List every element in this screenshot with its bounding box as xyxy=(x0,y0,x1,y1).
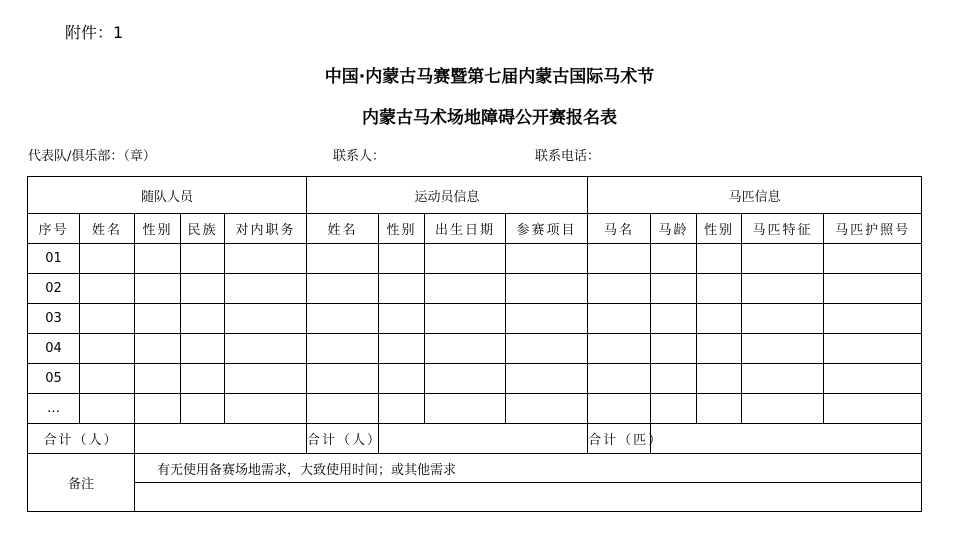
entry-cell-col-horse-features[interactable] xyxy=(742,394,824,424)
total-staff-value[interactable] xyxy=(135,424,307,454)
entry-cell-col-horse-name[interactable] xyxy=(588,304,651,334)
row-number: 05 xyxy=(28,364,80,394)
entry-cell-col-athlete-birthdate[interactable] xyxy=(425,304,506,334)
entry-cell-col-horse-features[interactable] xyxy=(742,244,824,274)
table-row xyxy=(28,364,922,394)
entry-cell-col-staff-ethnicity[interactable] xyxy=(181,304,225,334)
entry-cell-col-staff-ethnicity[interactable] xyxy=(181,244,225,274)
entry-cell-col-staff-ethnicity[interactable] xyxy=(181,274,225,304)
header-col-horse-age: 马龄 xyxy=(651,214,697,244)
total-horse-value[interactable] xyxy=(651,424,922,454)
entry-cell-col-horse-gender[interactable] xyxy=(697,394,742,424)
table-row xyxy=(28,304,922,334)
entry-cell-col-horse-gender[interactable] xyxy=(697,334,742,364)
entry-cell-col-staff-name[interactable] xyxy=(80,394,135,424)
attachment-label: 附件：1 xyxy=(65,23,124,42)
header-col-athlete-gender: 性别 xyxy=(379,214,425,244)
header-col-staff-role: 对内职务 xyxy=(225,214,307,244)
entry-cell-col-athlete-event[interactable] xyxy=(506,304,588,334)
header-col-athlete-name: 姓名 xyxy=(307,214,379,244)
header-col-staff-name: 姓名 xyxy=(80,214,135,244)
total-staff-label: 合计（人） xyxy=(28,424,135,454)
entry-cell-col-staff-gender[interactable] xyxy=(135,364,181,394)
remarks-entry-row xyxy=(28,483,922,512)
entry-cell-col-athlete-name[interactable] xyxy=(307,394,379,424)
entry-cell-col-athlete-name[interactable] xyxy=(307,274,379,304)
total-athlete-label: 合计（人） xyxy=(307,424,379,454)
entry-cell-col-horse-passport[interactable] xyxy=(824,394,922,424)
totals-row xyxy=(28,424,922,454)
column-header-row xyxy=(28,214,922,244)
entry-cell-col-horse-passport[interactable] xyxy=(824,304,922,334)
entry-cell-col-staff-name[interactable] xyxy=(80,304,135,334)
entry-cell-col-horse-gender[interactable] xyxy=(697,244,742,274)
entry-cell-col-athlete-birthdate[interactable] xyxy=(425,394,506,424)
header-col-horse-name: 马名 xyxy=(588,214,651,244)
entry-cell-col-athlete-gender[interactable] xyxy=(379,334,425,364)
header-col-horse-passport: 马匹护照号 xyxy=(824,214,922,244)
table-row xyxy=(28,394,922,424)
entry-cell-col-athlete-event[interactable] xyxy=(506,334,588,364)
row-number: 03 xyxy=(28,304,80,334)
header-col-staff-gender: 性别 xyxy=(135,214,181,244)
entry-cell-col-horse-age[interactable] xyxy=(651,274,697,304)
entry-cell-col-athlete-name[interactable] xyxy=(307,364,379,394)
entry-cell-col-horse-age[interactable] xyxy=(651,364,697,394)
entry-cell-col-staff-name[interactable] xyxy=(80,364,135,394)
header-col-staff-ethnicity: 民族 xyxy=(181,214,225,244)
entry-cell-col-athlete-gender[interactable] xyxy=(379,394,425,424)
entry-cell-col-athlete-birthdate[interactable] xyxy=(425,364,506,394)
entry-cell-col-staff-ethnicity[interactable] xyxy=(181,364,225,394)
total-horse-label: 合计（匹） xyxy=(588,424,651,454)
entry-cell-col-horse-name[interactable] xyxy=(588,364,651,394)
entry-cell-col-athlete-gender[interactable] xyxy=(379,364,425,394)
section-athlete: 运动员信息 xyxy=(307,177,588,214)
remarks-label: 备注 xyxy=(28,454,135,512)
entry-cell-col-horse-passport[interactable] xyxy=(824,274,922,304)
entry-cell-col-staff-role[interactable] xyxy=(225,364,307,394)
header-col-horse-gender: 性别 xyxy=(697,214,742,244)
entry-cell-col-staff-name[interactable] xyxy=(80,334,135,364)
entry-cell-col-horse-features[interactable] xyxy=(742,364,824,394)
row-number: … xyxy=(28,394,80,424)
entry-cell-col-horse-passport[interactable] xyxy=(824,364,922,394)
table-row xyxy=(28,274,922,304)
entry-cell-col-staff-role[interactable] xyxy=(225,244,307,274)
header-col-horse-features: 马匹特征 xyxy=(742,214,824,244)
entry-cell-col-athlete-event[interactable] xyxy=(506,244,588,274)
entry-cell-col-staff-name[interactable] xyxy=(80,274,135,304)
entry-cell-col-athlete-gender[interactable] xyxy=(379,244,425,274)
entry-cell-col-horse-gender[interactable] xyxy=(697,364,742,394)
row-number: 02 xyxy=(28,274,80,304)
entry-cell-col-horse-features[interactable] xyxy=(742,334,824,364)
remarks-entry-cell[interactable] xyxy=(135,483,922,512)
entry-cell-col-horse-name[interactable] xyxy=(588,244,651,274)
entry-cell-col-staff-name[interactable] xyxy=(80,244,135,274)
entry-cell-col-athlete-event[interactable] xyxy=(506,274,588,304)
contact-person-label: 联系人： xyxy=(333,149,386,164)
entry-cell-col-horse-passport[interactable] xyxy=(824,244,922,274)
entry-cell-col-staff-role[interactable] xyxy=(225,274,307,304)
entry-cell-col-staff-gender[interactable] xyxy=(135,394,181,424)
form-title-line2: 内蒙古马术场地障碍公开赛报名表 xyxy=(362,108,617,128)
entry-cell-col-horse-passport[interactable] xyxy=(824,334,922,364)
entry-cell-col-staff-ethnicity[interactable] xyxy=(181,334,225,364)
entry-cell-col-staff-gender[interactable] xyxy=(135,244,181,274)
entry-cell-col-staff-role[interactable] xyxy=(225,394,307,424)
entry-cell-col-staff-role[interactable] xyxy=(225,304,307,334)
form-title-line1: 中国·内蒙古马赛暨第七届内蒙古国际马术节 xyxy=(324,67,655,87)
header-col-athlete-birthdate: 出生日期 xyxy=(425,214,506,244)
section-header-row xyxy=(28,177,922,214)
contact-phone-label: 联系电话： xyxy=(535,149,601,164)
header-col-seq: 序号 xyxy=(28,214,80,244)
entry-cell-col-horse-features[interactable] xyxy=(742,304,824,334)
entry-cell-col-horse-name[interactable] xyxy=(588,274,651,304)
entry-cell-col-horse-gender[interactable] xyxy=(697,304,742,334)
section-horse: 马匹信息 xyxy=(588,177,922,214)
registration-table xyxy=(27,176,922,512)
section-staff: 随队人员 xyxy=(28,177,307,214)
table-row xyxy=(28,244,922,274)
row-number: 01 xyxy=(28,244,80,274)
entry-cell-col-athlete-name[interactable] xyxy=(307,244,379,274)
entry-cell-col-athlete-gender[interactable] xyxy=(379,274,425,304)
entry-cell-col-horse-age[interactable] xyxy=(651,334,697,364)
entry-cell-col-horse-name[interactable] xyxy=(588,334,651,364)
header-col-athlete-event: 参赛项目 xyxy=(506,214,588,244)
entry-cell-col-athlete-event[interactable] xyxy=(506,364,588,394)
entry-cell-col-athlete-birthdate[interactable] xyxy=(425,244,506,274)
entry-cell-col-horse-gender[interactable] xyxy=(697,274,742,304)
entry-cell-col-horse-name[interactable] xyxy=(588,394,651,424)
entry-cell-col-staff-ethnicity[interactable] xyxy=(181,394,225,424)
remarks-note: 有无使用备赛场地需求，大致使用时间；或其他需求 xyxy=(135,454,922,483)
entry-cell-col-athlete-birthdate[interactable] xyxy=(425,274,506,304)
team-club-label: 代表队/俱乐部：（章） xyxy=(28,149,156,164)
total-athlete-value[interactable] xyxy=(379,424,588,454)
entry-cell-col-horse-age[interactable] xyxy=(651,304,697,334)
row-number: 04 xyxy=(28,334,80,364)
entry-cell-col-horse-features[interactable] xyxy=(742,274,824,304)
entry-cell-col-staff-gender[interactable] xyxy=(135,334,181,364)
entry-cell-col-athlete-birthdate[interactable] xyxy=(425,334,506,364)
entry-cell-col-athlete-name[interactable] xyxy=(307,304,379,334)
entry-cell-col-staff-gender[interactable] xyxy=(135,304,181,334)
entry-cell-col-staff-gender[interactable] xyxy=(135,274,181,304)
entry-cell-col-athlete-name[interactable] xyxy=(307,334,379,364)
entry-cell-col-athlete-event[interactable] xyxy=(506,394,588,424)
entry-cell-col-athlete-gender[interactable] xyxy=(379,304,425,334)
remarks-row xyxy=(28,454,922,483)
entry-cell-col-staff-role[interactable] xyxy=(225,334,307,364)
entry-cell-col-horse-age[interactable] xyxy=(651,244,697,274)
entry-cell-col-horse-age[interactable] xyxy=(651,394,697,424)
table-row xyxy=(28,334,922,364)
